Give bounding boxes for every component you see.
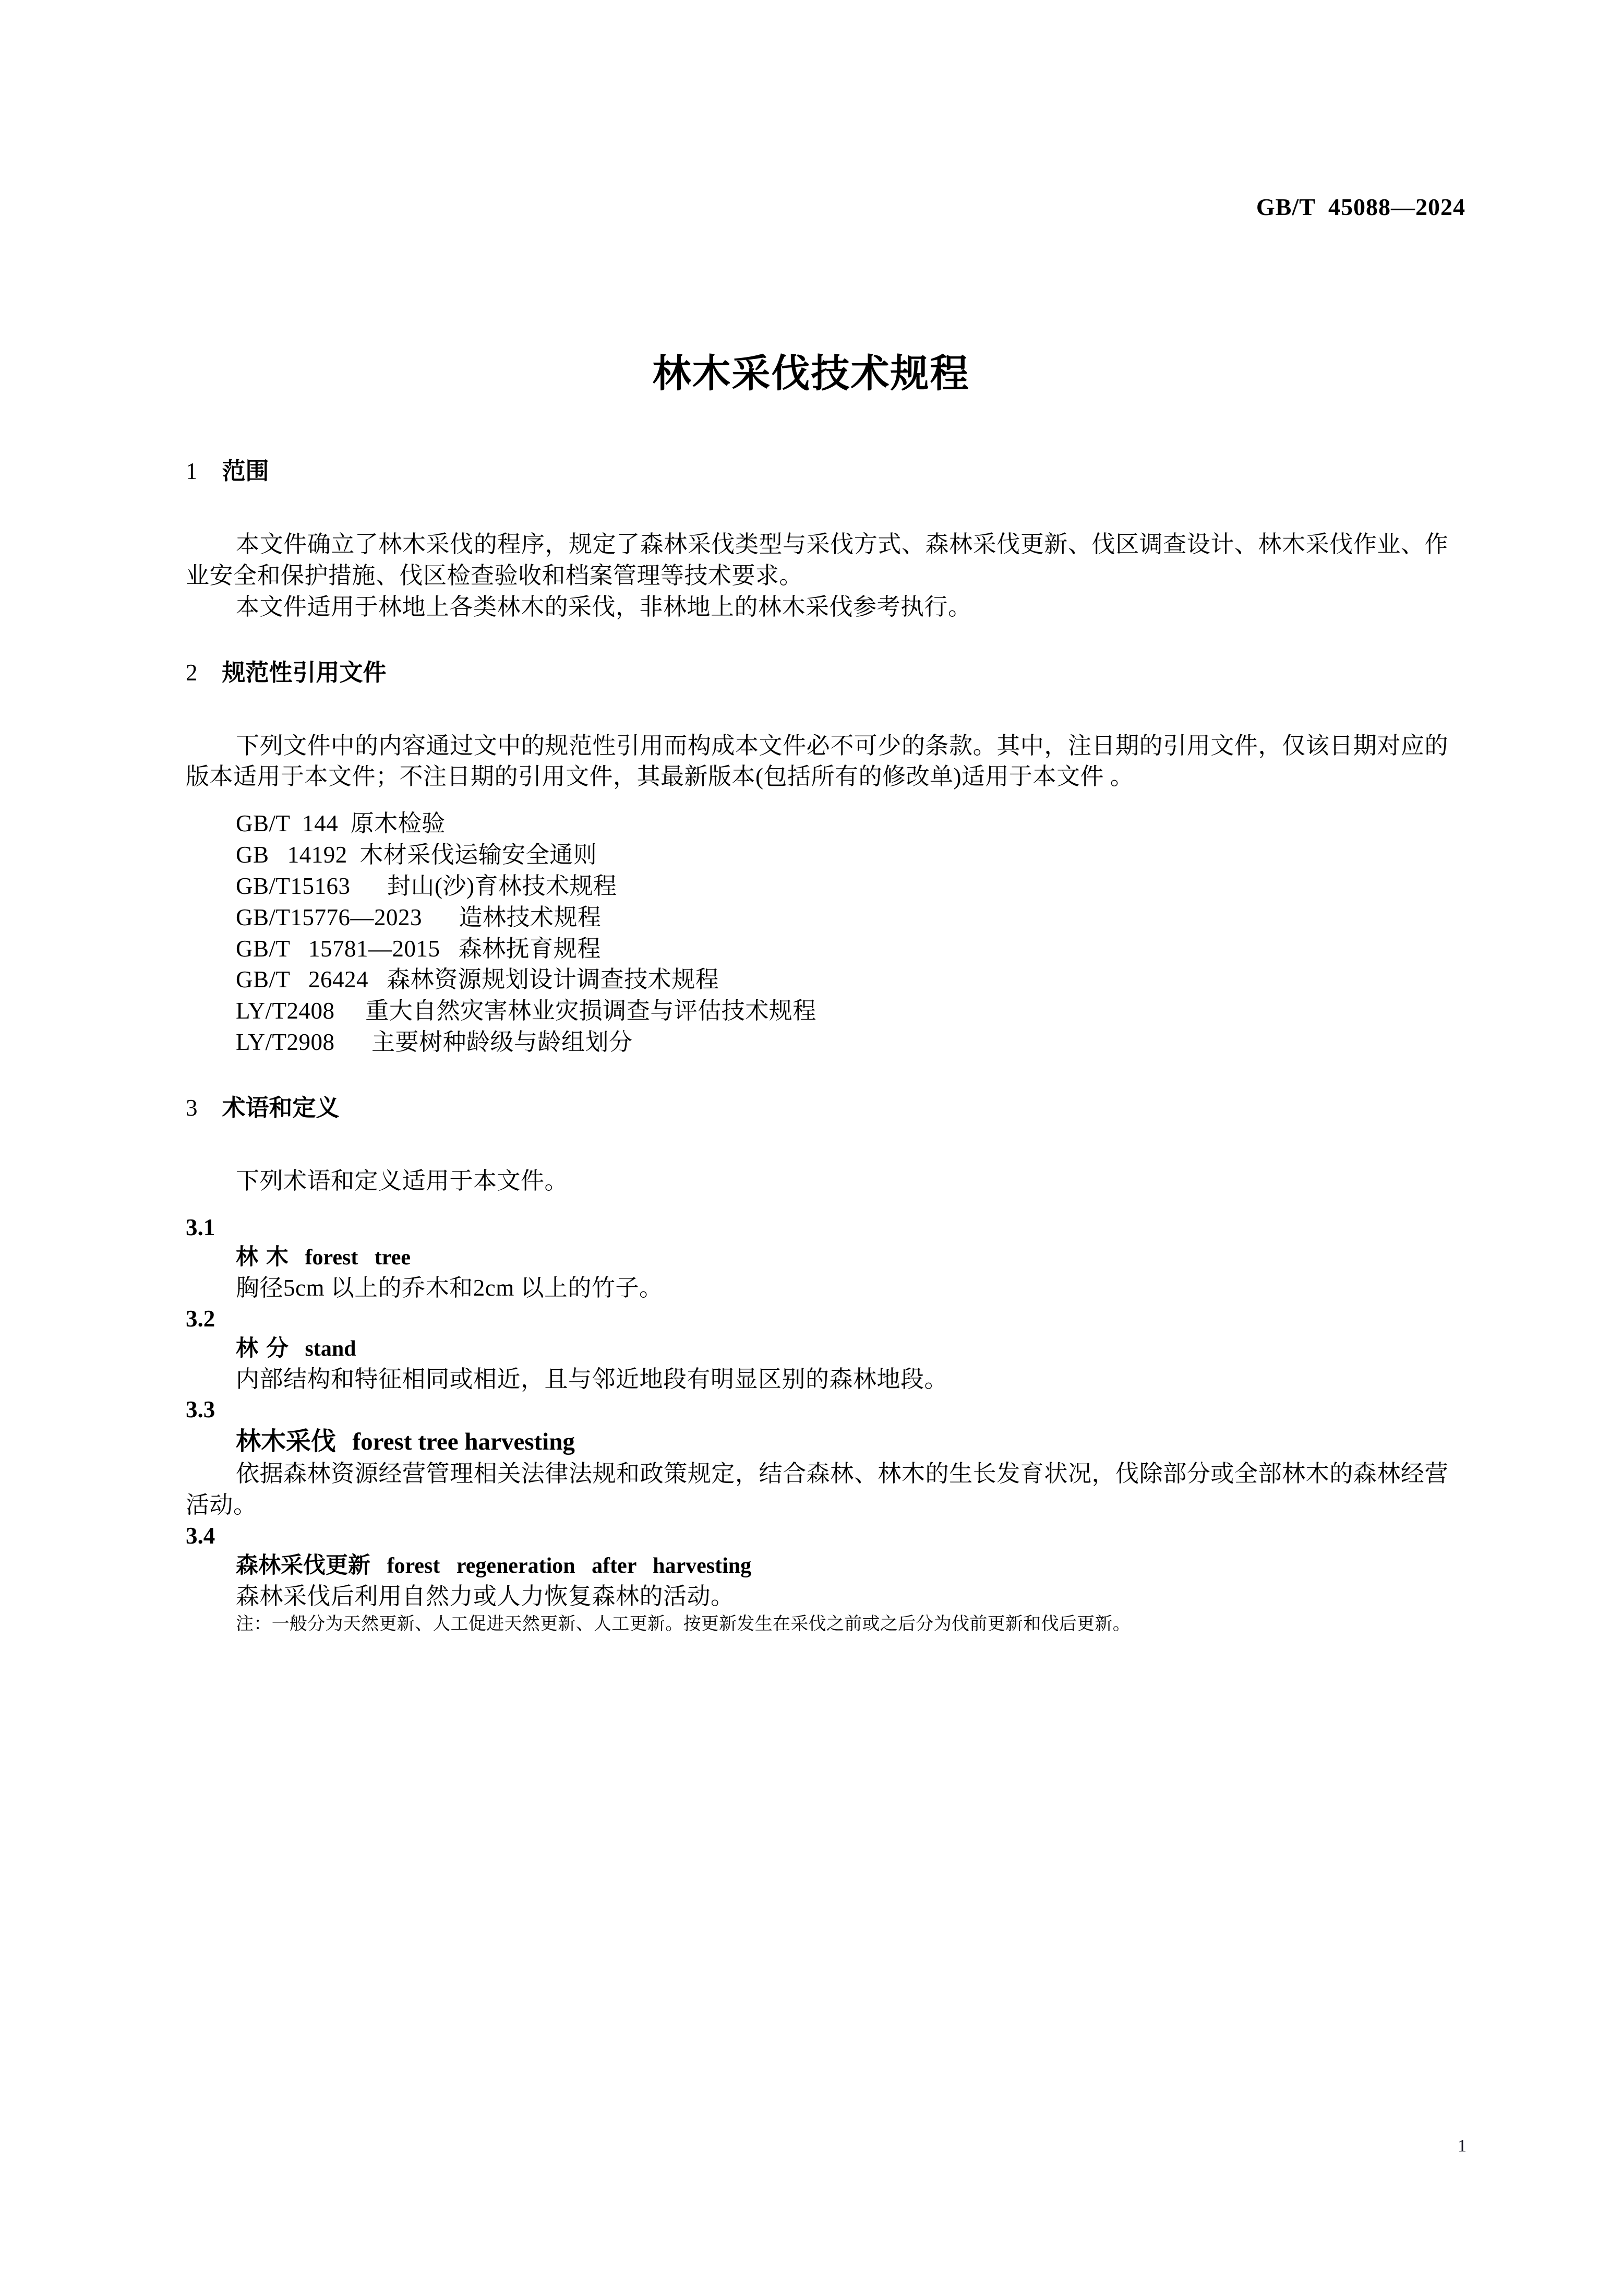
clause-number-2: 2: [186, 659, 198, 686]
reference-item: GB/T 144 原木检验: [236, 810, 446, 837]
term-definition-3-1: 胸径5cm 以上的乔木和2cm 以上的竹子。: [236, 1274, 663, 1301]
term-name-3-4: [186, 1550, 1448, 1581]
clause-heading-2: [186, 658, 1448, 686]
term-name-en-3-4: forest regeneration after harvesting: [387, 1554, 752, 1578]
reference-item: GB/T 26424 森林资源规划设计调查技术规程: [236, 966, 719, 993]
term-name-en-3-2: stand: [305, 1336, 356, 1361]
term-number-3-1: 3.1: [186, 1214, 215, 1240]
running-header-standard-code: GB/T 45088—2024: [1256, 194, 1465, 220]
clause-heading-1: [186, 459, 1448, 483]
term-name-3-3: [186, 1425, 1448, 1458]
reference-item: GB/T15163 封山(沙)育林技术规程: [236, 872, 617, 899]
clause1-paragraph-2: 本文件适用于林地上各类林木的采伐，非林地上的林木采伐参考执行。: [236, 593, 972, 620]
page-number: 1: [1458, 2136, 1467, 2156]
reference-item: LY/T2908 主要树种龄级与龄组划分: [236, 1029, 633, 1056]
clause-title-2: 规范性引用文件: [222, 658, 387, 686]
clause3-paragraph-1: 下列术语和定义适用于本文件。: [236, 1167, 569, 1194]
reference-item: GB/T15776—2023 造林技术规程: [236, 904, 602, 930]
normative-reference-list: [186, 808, 1448, 1058]
term-definition-3-3: 依据森林资源经营管理相关法律法规和政策规定，结合森林、林木的生长发育状况，伐除部分或全部林木的森林经营活动。: [186, 1461, 1448, 1518]
clause-number-3: 3: [186, 1094, 198, 1121]
clause1-paragraph-1: 本文件确立了林木采伐的程序，规定了森林采伐类型与采伐方式、森林采伐更新、伐区调查设计、林木采伐作业、作业安全和保护措施、伐区检查验收和档案管理等技术要求。: [186, 531, 1448, 589]
term-name-cn-3-1: 林 木: [236, 1244, 289, 1271]
term-number-3-3: 3.3: [186, 1396, 215, 1423]
term-note-3-4: 注：一般分为天然更新、人工促进天然更新、人工更新。按更新发生在采伐之前或之后分为伐前更新和伐后更新。: [236, 1614, 1131, 1634]
term-name-cn-3-4: 森林采伐更新: [236, 1552, 370, 1578]
clause2-paragraph-1: 下列文件中的内容通过文中的规范性引用而构成本文件必不可少的条款。其中，注日期的引用文件，仅该日期对应的版本适用于本文件；不注日期的引用文件，其最新版本(包括所有的修改单)适用于本文件 。: [186, 732, 1448, 790]
clause-number-1: 1: [186, 458, 198, 484]
document-body: [186, 459, 1448, 1636]
reference-item: LY/T2408 重大自然灾害林业灾损调查与评估技术规程: [236, 998, 816, 1024]
term-name-en-3-3: forest tree harvesting: [352, 1428, 575, 1455]
clause-title-1: 范围: [222, 457, 269, 485]
term-name-3-2: [186, 1333, 1448, 1364]
page-title: 林木采伐技术规程: [652, 351, 970, 396]
term-name-en-3-1: forest tree: [305, 1246, 411, 1270]
term-definition-3-4: 森林采伐后利用自然力或人力恢复森林的活动。: [236, 1583, 735, 1609]
clause-heading-3: [186, 1093, 1448, 1121]
term-definition-3-2: 内部结构和特征相同或相近，且与邻近地段有明显区别的森林地段。: [236, 1366, 948, 1392]
reference-item: GB 14192 木材采伐运输安全通则: [236, 842, 597, 868]
term-name-cn-3-3: 林木采伐: [236, 1426, 337, 1456]
clause-title-3: 术语和定义: [222, 1093, 340, 1121]
term-name-cn-3-2: 林 分: [236, 1335, 289, 1361]
term-number-3-2: 3.2: [186, 1305, 215, 1332]
reference-item: GB/T 15781—2015 森林抚育规程: [236, 935, 601, 962]
term-number-3-4: 3.4: [186, 1522, 215, 1549]
term-name-3-1: [186, 1242, 1448, 1273]
